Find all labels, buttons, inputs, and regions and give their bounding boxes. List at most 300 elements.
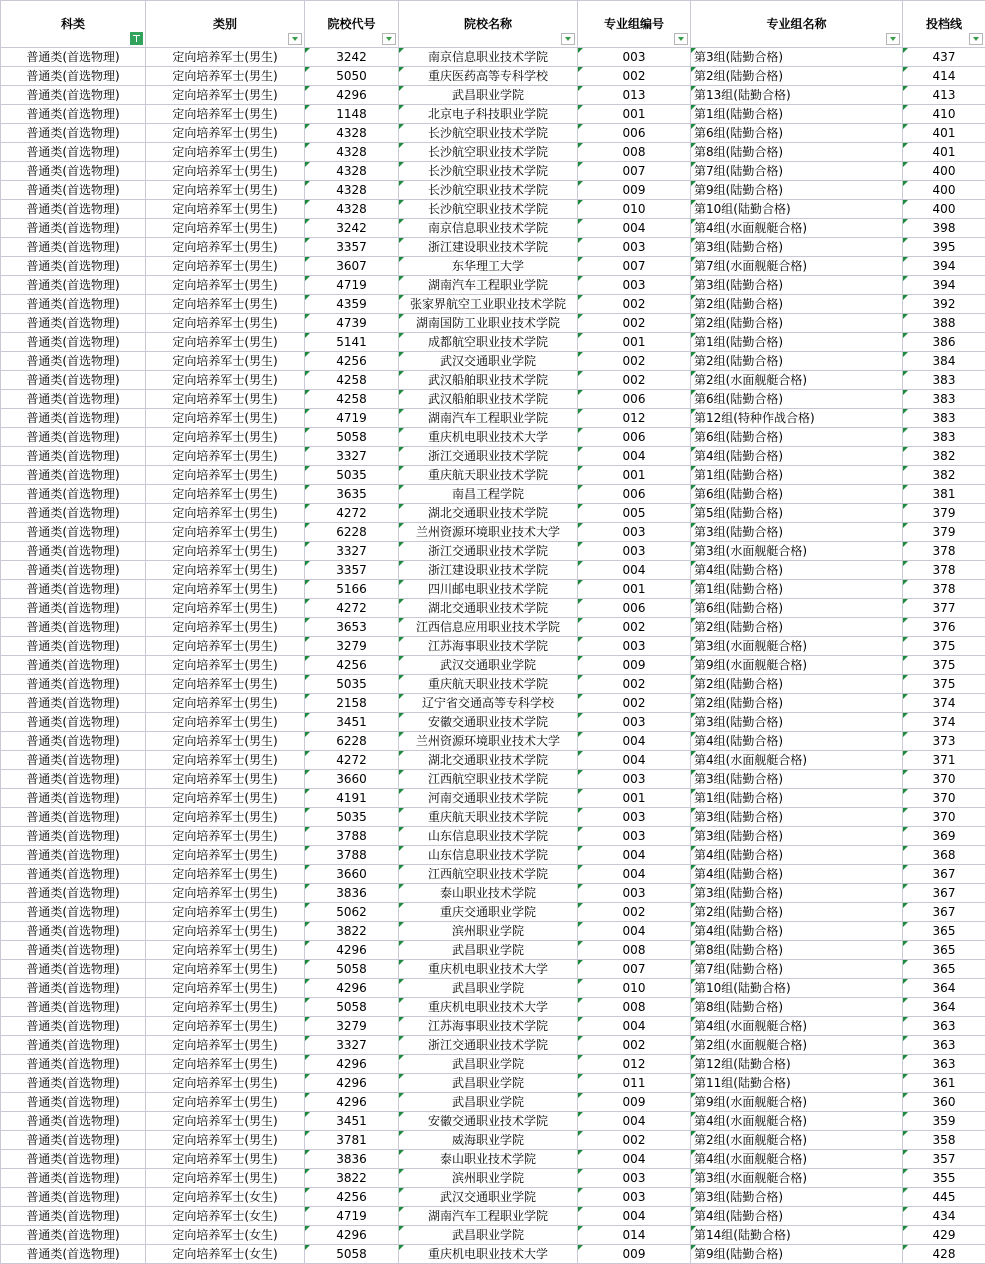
cell-type[interactable]: 定向培养军士(女生): [146, 1226, 305, 1245]
cell-school-code[interactable]: 1148: [305, 105, 399, 124]
cell-school-code[interactable]: 4296: [305, 941, 399, 960]
cell-type[interactable]: 定向培养军士(男生): [146, 504, 305, 523]
cell-group-name[interactable]: 第3组(陆勤合格): [691, 713, 903, 732]
cell-cutoff-score[interactable]: 365: [903, 941, 985, 960]
cell-group-code[interactable]: 004: [578, 1150, 691, 1169]
cell-school-name[interactable]: 武昌职业学院: [399, 1055, 578, 1074]
cell-school-code[interactable]: 3327: [305, 1036, 399, 1055]
cell-category[interactable]: 普通类(首选物理): [1, 48, 146, 67]
cell-category[interactable]: 普通类(首选物理): [1, 238, 146, 257]
cell-group-code[interactable]: 001: [578, 466, 691, 485]
cell-type[interactable]: 定向培养军士(男生): [146, 257, 305, 276]
cell-group-code[interactable]: 002: [578, 675, 691, 694]
cell-group-name[interactable]: 第4组(陆勤合格): [691, 1207, 903, 1226]
cell-cutoff-score[interactable]: 368: [903, 846, 985, 865]
cell-group-name[interactable]: 第3组(陆勤合格): [691, 276, 903, 295]
cell-group-name[interactable]: 第2组(陆勤合格): [691, 314, 903, 333]
cell-school-name[interactable]: 东华理工大学: [399, 257, 578, 276]
cell-category[interactable]: 普通类(首选物理): [1, 1112, 146, 1131]
cell-category[interactable]: 普通类(首选物理): [1, 960, 146, 979]
cell-school-name[interactable]: 河南交通职业技术学院: [399, 789, 578, 808]
cell-group-name[interactable]: 第4组(陆勤合格): [691, 732, 903, 751]
cell-school-name[interactable]: 兰州资源环境职业技术大学: [399, 732, 578, 751]
cell-cutoff-score[interactable]: 410: [903, 105, 985, 124]
cell-group-name[interactable]: 第4组(水面舰艇合格): [691, 1112, 903, 1131]
cell-cutoff-score[interactable]: 374: [903, 694, 985, 713]
cell-group-code[interactable]: 001: [578, 789, 691, 808]
cell-category[interactable]: 普通类(首选物理): [1, 105, 146, 124]
cell-type[interactable]: 定向培养军士(男生): [146, 580, 305, 599]
cell-cutoff-score[interactable]: 394: [903, 276, 985, 295]
cell-group-name[interactable]: 第9组(陆勤合格): [691, 1245, 903, 1264]
cell-group-code[interactable]: 003: [578, 808, 691, 827]
cell-category[interactable]: 普通类(首选物理): [1, 447, 146, 466]
cell-group-code[interactable]: 007: [578, 257, 691, 276]
cell-cutoff-score[interactable]: 400: [903, 162, 985, 181]
cell-school-code[interactable]: 4256: [305, 1188, 399, 1207]
cell-cutoff-score[interactable]: 365: [903, 922, 985, 941]
cell-school-code[interactable]: 4191: [305, 789, 399, 808]
cell-type[interactable]: 定向培养军士(男生): [146, 542, 305, 561]
cell-type[interactable]: 定向培养军士(男生): [146, 656, 305, 675]
cell-type[interactable]: 定向培养军士(男生): [146, 713, 305, 732]
cell-type[interactable]: 定向培养军士(男生): [146, 390, 305, 409]
cell-cutoff-score[interactable]: 367: [903, 903, 985, 922]
cell-group-name[interactable]: 第3组(陆勤合格): [691, 523, 903, 542]
cell-group-code[interactable]: 008: [578, 941, 691, 960]
cell-type[interactable]: 定向培养军士(男生): [146, 295, 305, 314]
cell-school-code[interactable]: 5058: [305, 960, 399, 979]
cell-group-name[interactable]: 第7组(陆勤合格): [691, 960, 903, 979]
cell-school-code[interactable]: 3781: [305, 1131, 399, 1150]
cell-group-name[interactable]: 第6组(陆勤合格): [691, 428, 903, 447]
cell-cutoff-score[interactable]: 360: [903, 1093, 985, 1112]
cell-school-name[interactable]: 长沙航空职业技术学院: [399, 200, 578, 219]
cell-group-code[interactable]: 002: [578, 371, 691, 390]
cell-group-name[interactable]: 第10组(陆勤合格): [691, 200, 903, 219]
cell-group-code[interactable]: 001: [578, 105, 691, 124]
cell-school-code[interactable]: 5058: [305, 1245, 399, 1264]
filter-dropdown-icon[interactable]: [288, 33, 302, 45]
cell-school-code[interactable]: 3451: [305, 713, 399, 732]
cell-group-code[interactable]: 004: [578, 1207, 691, 1226]
cell-type[interactable]: 定向培养军士(男生): [146, 124, 305, 143]
cell-school-name[interactable]: 泰山职业技术学院: [399, 884, 578, 903]
cell-group-code[interactable]: 011: [578, 1074, 691, 1093]
cell-group-code[interactable]: 002: [578, 67, 691, 86]
cell-cutoff-score[interactable]: 382: [903, 466, 985, 485]
cell-group-name[interactable]: 第9组(陆勤合格): [691, 181, 903, 200]
cell-group-name[interactable]: 第7组(陆勤合格): [691, 162, 903, 181]
cell-type[interactable]: 定向培养军士(男生): [146, 751, 305, 770]
cell-cutoff-score[interactable]: 401: [903, 143, 985, 162]
cell-type[interactable]: 定向培养军士(男生): [146, 770, 305, 789]
cell-school-code[interactable]: 4272: [305, 504, 399, 523]
cell-school-name[interactable]: 湖南汽车工程职业学院: [399, 409, 578, 428]
cell-school-name[interactable]: 湖南汽车工程职业学院: [399, 276, 578, 295]
cell-school-name[interactable]: 四川邮电职业技术学院: [399, 580, 578, 599]
cell-school-code[interactable]: 5058: [305, 998, 399, 1017]
cell-cutoff-score[interactable]: 375: [903, 675, 985, 694]
cell-group-name[interactable]: 第4组(水面舰艇合格): [691, 751, 903, 770]
filter-dropdown-icon[interactable]: [969, 33, 983, 45]
cell-cutoff-score[interactable]: 375: [903, 656, 985, 675]
cell-school-name[interactable]: 安徽交通职业技术学院: [399, 1112, 578, 1131]
cell-type[interactable]: 定向培养军士(男生): [146, 941, 305, 960]
cell-type[interactable]: 定向培养军士(男生): [146, 409, 305, 428]
cell-group-code[interactable]: 001: [578, 333, 691, 352]
cell-category[interactable]: 普通类(首选物理): [1, 1017, 146, 1036]
cell-category[interactable]: 普通类(首选物理): [1, 485, 146, 504]
cell-group-name[interactable]: 第2组(陆勤合格): [691, 67, 903, 86]
cell-group-code[interactable]: 003: [578, 770, 691, 789]
filter-dropdown-icon[interactable]: [382, 33, 396, 45]
cell-group-name[interactable]: 第3组(陆勤合格): [691, 1188, 903, 1207]
cell-school-code[interactable]: 4328: [305, 124, 399, 143]
cell-type[interactable]: 定向培养军士(男生): [146, 884, 305, 903]
cell-school-code[interactable]: 4296: [305, 1055, 399, 1074]
cell-group-code[interactable]: 002: [578, 1036, 691, 1055]
cell-cutoff-score[interactable]: 371: [903, 751, 985, 770]
cell-type[interactable]: 定向培养军士(男生): [146, 352, 305, 371]
cell-group-name[interactable]: 第12组(陆勤合格): [691, 1055, 903, 1074]
cell-type[interactable]: 定向培养军士(男生): [146, 922, 305, 941]
cell-school-code[interactable]: 4272: [305, 599, 399, 618]
cell-group-name[interactable]: 第4组(陆勤合格): [691, 922, 903, 941]
cell-group-name[interactable]: 第2组(水面舰艇合格): [691, 1131, 903, 1150]
cell-group-code[interactable]: 013: [578, 86, 691, 105]
cell-school-name[interactable]: 重庆航天职业技术学院: [399, 808, 578, 827]
cell-school-name[interactable]: 威海职业学院: [399, 1131, 578, 1150]
cell-group-name[interactable]: 第2组(陆勤合格): [691, 618, 903, 637]
cell-group-code[interactable]: 003: [578, 523, 691, 542]
cell-group-code[interactable]: 004: [578, 561, 691, 580]
cell-group-name[interactable]: 第3组(陆勤合格): [691, 808, 903, 827]
cell-cutoff-score[interactable]: 400: [903, 181, 985, 200]
cell-group-code[interactable]: 003: [578, 238, 691, 257]
cell-group-name[interactable]: 第1组(陆勤合格): [691, 789, 903, 808]
cell-school-code[interactable]: 4258: [305, 390, 399, 409]
cell-category[interactable]: 普通类(首选物理): [1, 1245, 146, 1264]
cell-type[interactable]: 定向培养军士(男生): [146, 998, 305, 1017]
cell-type[interactable]: 定向培养军士(男生): [146, 732, 305, 751]
cell-group-name[interactable]: 第3组(陆勤合格): [691, 48, 903, 67]
cell-group-code[interactable]: 003: [578, 48, 691, 67]
cell-group-code[interactable]: 012: [578, 1055, 691, 1074]
cell-school-code[interactable]: 3451: [305, 1112, 399, 1131]
cell-group-name[interactable]: 第14组(陆勤合格): [691, 1226, 903, 1245]
cell-type[interactable]: 定向培养军士(男生): [146, 523, 305, 542]
cell-category[interactable]: 普通类(首选物理): [1, 1093, 146, 1112]
cell-type[interactable]: 定向培养军士(男生): [146, 960, 305, 979]
filter-active-icon[interactable]: [130, 32, 143, 45]
cell-school-code[interactable]: 5141: [305, 333, 399, 352]
cell-group-name[interactable]: 第1组(陆勤合格): [691, 466, 903, 485]
cell-group-name[interactable]: 第3组(陆勤合格): [691, 238, 903, 257]
cell-type[interactable]: 定向培养军士(男生): [146, 314, 305, 333]
cell-category[interactable]: 普通类(首选物理): [1, 751, 146, 770]
cell-group-code[interactable]: 004: [578, 219, 691, 238]
cell-group-name[interactable]: 第9组(水面舰艇合格): [691, 1093, 903, 1112]
cell-category[interactable]: 普通类(首选物理): [1, 618, 146, 637]
cell-type[interactable]: 定向培养军士(男生): [146, 1131, 305, 1150]
cell-cutoff-score[interactable]: 375: [903, 637, 985, 656]
cell-school-name[interactable]: 重庆机电职业技术大学: [399, 960, 578, 979]
cell-school-code[interactable]: 6228: [305, 732, 399, 751]
cell-type[interactable]: 定向培养军士(男生): [146, 979, 305, 998]
cell-school-code[interactable]: 3788: [305, 827, 399, 846]
cell-type[interactable]: 定向培养军士(男生): [146, 1150, 305, 1169]
cell-type[interactable]: 定向培养军士(女生): [146, 1245, 305, 1264]
cell-category[interactable]: 普通类(首选物理): [1, 941, 146, 960]
cell-school-name[interactable]: 武汉交通职业学院: [399, 1188, 578, 1207]
cell-school-name[interactable]: 武昌职业学院: [399, 86, 578, 105]
cell-school-code[interactable]: 4739: [305, 314, 399, 333]
cell-school-name[interactable]: 长沙航空职业技术学院: [399, 162, 578, 181]
cell-group-code[interactable]: 010: [578, 200, 691, 219]
cell-category[interactable]: 普通类(首选物理): [1, 1226, 146, 1245]
cell-group-name[interactable]: 第6组(陆勤合格): [691, 390, 903, 409]
cell-school-name[interactable]: 浙江交通职业技术学院: [399, 1036, 578, 1055]
cell-school-code[interactable]: 3327: [305, 542, 399, 561]
cell-school-code[interactable]: 3242: [305, 48, 399, 67]
cell-school-code[interactable]: 5166: [305, 580, 399, 599]
cell-group-code[interactable]: 003: [578, 276, 691, 295]
cell-type[interactable]: 定向培养军士(男生): [146, 200, 305, 219]
cell-group-name[interactable]: 第13组(陆勤合格): [691, 86, 903, 105]
cell-group-code[interactable]: 003: [578, 1169, 691, 1188]
cell-category[interactable]: 普通类(首选物理): [1, 770, 146, 789]
cell-school-name[interactable]: 武汉船舶职业技术学院: [399, 390, 578, 409]
cell-group-code[interactable]: 003: [578, 637, 691, 656]
cell-category[interactable]: 普通类(首选物理): [1, 219, 146, 238]
cell-category[interactable]: 普通类(首选物理): [1, 884, 146, 903]
cell-school-code[interactable]: 5062: [305, 903, 399, 922]
cell-category[interactable]: 普通类(首选物理): [1, 200, 146, 219]
cell-school-code[interactable]: 4328: [305, 143, 399, 162]
cell-category[interactable]: 普通类(首选物理): [1, 846, 146, 865]
cell-category[interactable]: 普通类(首选物理): [1, 67, 146, 86]
cell-school-code[interactable]: 4719: [305, 1207, 399, 1226]
cell-group-code[interactable]: 001: [578, 580, 691, 599]
cell-cutoff-score[interactable]: 384: [903, 352, 985, 371]
cell-group-name[interactable]: 第4组(陆勤合格): [691, 846, 903, 865]
cell-school-code[interactable]: 3279: [305, 637, 399, 656]
cell-group-code[interactable]: 004: [578, 1017, 691, 1036]
cell-category[interactable]: 普通类(首选物理): [1, 713, 146, 732]
cell-cutoff-score[interactable]: 400: [903, 200, 985, 219]
cell-cutoff-score[interactable]: 374: [903, 713, 985, 732]
cell-category[interactable]: 普通类(首选物理): [1, 1131, 146, 1150]
cell-cutoff-score[interactable]: 367: [903, 865, 985, 884]
cell-type[interactable]: 定向培养军士(男生): [146, 618, 305, 637]
cell-cutoff-score[interactable]: 383: [903, 390, 985, 409]
cell-group-name[interactable]: 第2组(陆勤合格): [691, 903, 903, 922]
cell-type[interactable]: 定向培养军士(男生): [146, 143, 305, 162]
cell-category[interactable]: 普通类(首选物理): [1, 637, 146, 656]
cell-school-name[interactable]: 重庆机电职业技术大学: [399, 428, 578, 447]
cell-school-code[interactable]: 4296: [305, 86, 399, 105]
cell-category[interactable]: 普通类(首选物理): [1, 998, 146, 1017]
cell-school-name[interactable]: 长沙航空职业技术学院: [399, 124, 578, 143]
cell-category[interactable]: 普通类(首选物理): [1, 409, 146, 428]
cell-type[interactable]: 定向培养军士(男生): [146, 485, 305, 504]
cell-school-name[interactable]: 武昌职业学院: [399, 941, 578, 960]
cell-group-name[interactable]: 第4组(陆勤合格): [691, 447, 903, 466]
cell-cutoff-score[interactable]: 379: [903, 523, 985, 542]
cell-school-name[interactable]: 张家界航空工业职业技术学院: [399, 295, 578, 314]
cell-group-code[interactable]: 003: [578, 542, 691, 561]
cell-group-name[interactable]: 第3组(水面舰艇合格): [691, 1169, 903, 1188]
cell-school-name[interactable]: 滨州职业学院: [399, 1169, 578, 1188]
cell-school-name[interactable]: 江西航空职业技术学院: [399, 865, 578, 884]
cell-group-name[interactable]: 第9组(水面舰艇合格): [691, 656, 903, 675]
cell-school-name[interactable]: 重庆航天职业技术学院: [399, 466, 578, 485]
cell-school-name[interactable]: 浙江交通职业技术学院: [399, 542, 578, 561]
cell-group-code[interactable]: 006: [578, 428, 691, 447]
cell-type[interactable]: 定向培养军士(男生): [146, 1017, 305, 1036]
cell-school-name[interactable]: 南京信息职业技术学院: [399, 219, 578, 238]
cell-type[interactable]: 定向培养军士(男生): [146, 447, 305, 466]
cell-school-code[interactable]: 5050: [305, 67, 399, 86]
cell-school-code[interactable]: 4328: [305, 162, 399, 181]
cell-group-name[interactable]: 第1组(陆勤合格): [691, 105, 903, 124]
cell-group-name[interactable]: 第6组(陆勤合格): [691, 599, 903, 618]
cell-school-code[interactable]: 3357: [305, 561, 399, 580]
cell-school-name[interactable]: 湖北交通职业技术学院: [399, 599, 578, 618]
cell-group-code[interactable]: 006: [578, 390, 691, 409]
cell-cutoff-score[interactable]: 364: [903, 998, 985, 1017]
cell-type[interactable]: 定向培养军士(女生): [146, 1188, 305, 1207]
cell-type[interactable]: 定向培养军士(男生): [146, 1036, 305, 1055]
cell-cutoff-score[interactable]: 413: [903, 86, 985, 105]
cell-group-code[interactable]: 002: [578, 352, 691, 371]
cell-school-name[interactable]: 山东信息职业技术学院: [399, 827, 578, 846]
cell-category[interactable]: 普通类(首选物理): [1, 523, 146, 542]
cell-category[interactable]: 普通类(首选物理): [1, 1150, 146, 1169]
cell-group-code[interactable]: 006: [578, 599, 691, 618]
cell-group-code[interactable]: 004: [578, 447, 691, 466]
cell-cutoff-score[interactable]: 383: [903, 409, 985, 428]
cell-group-code[interactable]: 002: [578, 694, 691, 713]
cell-school-code[interactable]: 3279: [305, 1017, 399, 1036]
cell-cutoff-score[interactable]: 437: [903, 48, 985, 67]
cell-category[interactable]: 普通类(首选物理): [1, 827, 146, 846]
cell-type[interactable]: 定向培养军士(男生): [146, 637, 305, 656]
cell-group-name[interactable]: 第8组(陆勤合格): [691, 998, 903, 1017]
cell-school-name[interactable]: 北京电子科技职业学院: [399, 105, 578, 124]
cell-type[interactable]: 定向培养军士(男生): [146, 1074, 305, 1093]
cell-school-name[interactable]: 浙江建设职业技术学院: [399, 238, 578, 257]
cell-type[interactable]: 定向培养军士(男生): [146, 105, 305, 124]
cell-group-name[interactable]: 第1组(陆勤合格): [691, 333, 903, 352]
cell-group-name[interactable]: 第12组(特种作战合格): [691, 409, 903, 428]
cell-category[interactable]: 普通类(首选物理): [1, 561, 146, 580]
cell-cutoff-score[interactable]: 357: [903, 1150, 985, 1169]
cell-category[interactable]: 普通类(首选物理): [1, 1055, 146, 1074]
cell-school-code[interactable]: 3607: [305, 257, 399, 276]
cell-category[interactable]: 普通类(首选物理): [1, 1207, 146, 1226]
cell-category[interactable]: 普通类(首选物理): [1, 865, 146, 884]
cell-group-code[interactable]: 009: [578, 656, 691, 675]
cell-cutoff-score[interactable]: 364: [903, 979, 985, 998]
cell-school-name[interactable]: 成都航空职业技术学院: [399, 333, 578, 352]
cell-school-code[interactable]: 3653: [305, 618, 399, 637]
cell-school-name[interactable]: 湖北交通职业技术学院: [399, 504, 578, 523]
cell-group-code[interactable]: 003: [578, 713, 691, 732]
cell-school-name[interactable]: 滨州职业学院: [399, 922, 578, 941]
cell-type[interactable]: 定向培养军士(男生): [146, 238, 305, 257]
cell-school-name[interactable]: 武汉船舶职业技术学院: [399, 371, 578, 390]
cell-group-code[interactable]: 003: [578, 884, 691, 903]
cell-group-code[interactable]: 010: [578, 979, 691, 998]
cell-type[interactable]: 定向培养军士(男生): [146, 1112, 305, 1131]
cell-cutoff-score[interactable]: 369: [903, 827, 985, 846]
cell-school-code[interactable]: 3660: [305, 865, 399, 884]
cell-type[interactable]: 定向培养军士(男生): [146, 67, 305, 86]
cell-group-name[interactable]: 第4组(水面舰艇合格): [691, 1017, 903, 1036]
cell-type[interactable]: 定向培养军士(男生): [146, 181, 305, 200]
cell-school-name[interactable]: 江西信息应用职业技术学院: [399, 618, 578, 637]
cell-category[interactable]: 普通类(首选物理): [1, 504, 146, 523]
cell-group-code[interactable]: 009: [578, 181, 691, 200]
cell-group-code[interactable]: 004: [578, 846, 691, 865]
cell-school-name[interactable]: 湖南汽车工程职业学院: [399, 1207, 578, 1226]
cell-type[interactable]: 定向培养军士(男生): [146, 86, 305, 105]
cell-type[interactable]: 定向培养军士(男生): [146, 599, 305, 618]
cell-group-name[interactable]: 第10组(陆勤合格): [691, 979, 903, 998]
cell-school-code[interactable]: 4296: [305, 979, 399, 998]
cell-group-code[interactable]: 012: [578, 409, 691, 428]
cell-school-code[interactable]: 3836: [305, 1150, 399, 1169]
cell-school-name[interactable]: 山东信息职业技术学院: [399, 846, 578, 865]
cell-group-code[interactable]: 007: [578, 960, 691, 979]
cell-school-name[interactable]: 浙江建设职业技术学院: [399, 561, 578, 580]
cell-school-code[interactable]: 4296: [305, 1093, 399, 1112]
cell-school-code[interactable]: 5035: [305, 808, 399, 827]
cell-cutoff-score[interactable]: 392: [903, 295, 985, 314]
cell-group-code[interactable]: 003: [578, 1188, 691, 1207]
cell-group-name[interactable]: 第4组(陆勤合格): [691, 865, 903, 884]
cell-cutoff-score[interactable]: 378: [903, 561, 985, 580]
cell-group-code[interactable]: 009: [578, 1245, 691, 1264]
cell-group-name[interactable]: 第2组(水面舰艇合格): [691, 1036, 903, 1055]
cell-type[interactable]: 定向培养军士(男生): [146, 789, 305, 808]
cell-school-code[interactable]: 4258: [305, 371, 399, 390]
cell-group-code[interactable]: 004: [578, 732, 691, 751]
cell-cutoff-score[interactable]: 379: [903, 504, 985, 523]
cell-group-name[interactable]: 第6组(陆勤合格): [691, 485, 903, 504]
cell-school-code[interactable]: 3822: [305, 922, 399, 941]
cell-school-code[interactable]: 3357: [305, 238, 399, 257]
cell-category[interactable]: 普通类(首选物理): [1, 352, 146, 371]
cell-group-code[interactable]: 002: [578, 1131, 691, 1150]
cell-category[interactable]: 普通类(首选物理): [1, 808, 146, 827]
cell-group-code[interactable]: 004: [578, 1112, 691, 1131]
cell-type[interactable]: 定向培养军士(男生): [146, 903, 305, 922]
cell-school-code[interactable]: 5058: [305, 428, 399, 447]
cell-group-name[interactable]: 第7组(水面舰艇合格): [691, 257, 903, 276]
cell-school-name[interactable]: 江西航空职业技术学院: [399, 770, 578, 789]
cell-category[interactable]: 普通类(首选物理): [1, 333, 146, 352]
cell-school-name[interactable]: 江苏海事职业技术学院: [399, 637, 578, 656]
cell-type[interactable]: 定向培养军士(男生): [146, 561, 305, 580]
cell-cutoff-score[interactable]: 381: [903, 485, 985, 504]
cell-cutoff-score[interactable]: 363: [903, 1055, 985, 1074]
cell-school-name[interactable]: 南京信息职业技术学院: [399, 48, 578, 67]
cell-cutoff-score[interactable]: 376: [903, 618, 985, 637]
cell-category[interactable]: 普通类(首选物理): [1, 162, 146, 181]
